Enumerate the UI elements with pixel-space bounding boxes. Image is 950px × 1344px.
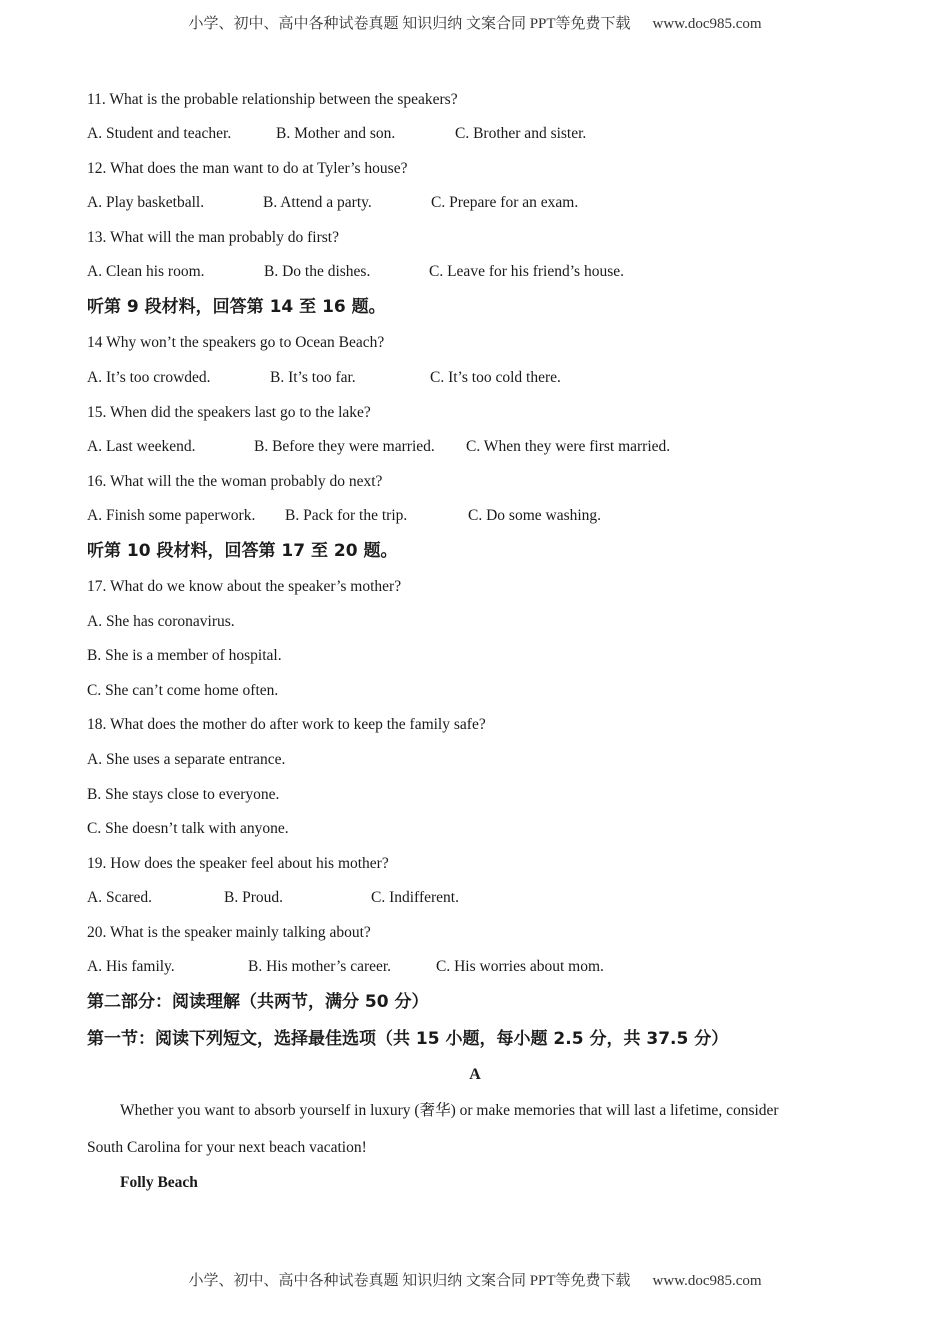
question-13: 13. What will the man probably do first? bbox=[87, 229, 339, 246]
option-15-c: C. When they were first married. bbox=[466, 438, 671, 455]
option-20-b: B. His mother’s career. bbox=[248, 958, 392, 975]
footer-text: 小学、初中、高中各种试卷真题 知识归纳 文案合同 PPT等免费下载 bbox=[188, 1273, 631, 1289]
option-15-b: B. Before they were married. bbox=[254, 438, 435, 455]
header-site-link[interactable]: www.doc985.com bbox=[652, 16, 762, 32]
option-17-c: C. She can’t come home often. bbox=[87, 682, 279, 699]
option-16-b: B. Pack for the trip. bbox=[285, 507, 408, 524]
option-18-a: A. She uses a separate entrance. bbox=[87, 751, 286, 768]
question-12: 12. What does the man want to do at Tyler’s house? bbox=[87, 160, 408, 177]
section-heading-9: 听第 9 段材料，回答第 14 至 16 题。 bbox=[87, 297, 386, 317]
option-12-c: C. Prepare for an exam. bbox=[431, 194, 579, 211]
option-18-c: C. She doesn’t talk with anyone. bbox=[87, 820, 289, 837]
question-19: 19. How does the speaker feel about his mother? bbox=[87, 855, 389, 872]
question-18: 18. What does the mother do after work to keep the family safe? bbox=[87, 716, 486, 733]
option-14-c: C. It’s too cold there. bbox=[430, 369, 561, 386]
question-16: 16. What will the the woman probably do next? bbox=[87, 473, 383, 490]
option-19-b: B. Proud. bbox=[224, 889, 283, 906]
question-14: 14 Why won’t the speakers go to Ocean Beach? bbox=[87, 334, 385, 351]
section-heading-10: 听第 10 段材料，回答第 17 至 20 题。 bbox=[87, 541, 398, 561]
passage-subtitle: Folly Beach bbox=[120, 1174, 198, 1191]
option-17-b: B. She is a member of hospital. bbox=[87, 647, 282, 664]
option-19-c: C. Indifferent. bbox=[371, 889, 459, 906]
options-12 bbox=[87, 193, 578, 213]
passage-line-2: South Carolina for your next beach vacation! bbox=[87, 1139, 367, 1156]
option-13-a: A. Clean his room. bbox=[87, 263, 205, 280]
option-13-c: C. Leave for his friend’s house. bbox=[429, 263, 624, 280]
option-12-b: B. Attend a party. bbox=[263, 194, 372, 211]
part-two-heading: 第二部分：阅读理解（共两节，满分 50 分） bbox=[87, 992, 429, 1012]
passage-letter: A bbox=[469, 1066, 481, 1083]
page-header bbox=[0, 12, 950, 33]
header-text: 小学、初中、高中各种试卷真题 知识归纳 文案合同 PPT等免费下载 bbox=[188, 16, 631, 32]
option-20-a: A. His family. bbox=[87, 958, 175, 975]
question-20: 20. What is the speaker mainly talking about? bbox=[87, 924, 371, 941]
question-17: 17. What do we know about the speaker’s mother? bbox=[87, 578, 402, 595]
option-14-a: A. It’s too crowded. bbox=[87, 369, 211, 386]
options-20 bbox=[87, 957, 604, 977]
option-11-b: B. Mother and son. bbox=[276, 125, 396, 142]
option-13-b: B. Do the dishes. bbox=[264, 263, 371, 280]
question-11: 11. What is the probable relationship between the speakers? bbox=[87, 91, 458, 108]
options-16 bbox=[87, 506, 601, 526]
option-15-a: A. Last weekend. bbox=[87, 438, 196, 455]
option-20-c: C. His worries about mom. bbox=[436, 958, 604, 975]
option-11-a: A. Student and teacher. bbox=[87, 125, 232, 142]
section-one-heading: 第一节：阅读下列短文，选择最佳选项（共 15 小题，每小题 2.5 分，共 37.5 分） bbox=[87, 1029, 729, 1049]
option-16-c: C. Do some washing. bbox=[468, 507, 602, 524]
footer-site-link[interactable]: www.doc985.com bbox=[652, 1273, 762, 1289]
options-19 bbox=[87, 888, 459, 908]
option-11-c: C. Brother and sister. bbox=[455, 125, 587, 142]
passage-line-1: Whether you want to absorb yourself in luxury (奢华) or make memories that will last a lifetime, consider bbox=[120, 1102, 779, 1119]
option-14-b: B. It’s too far. bbox=[270, 369, 356, 386]
question-15: 15. When did the speakers last go to the lake? bbox=[87, 404, 371, 421]
option-16-a: A. Finish some paperwork. bbox=[87, 507, 256, 524]
option-17-a: A. She has coronavirus. bbox=[87, 613, 235, 630]
options-11 bbox=[87, 124, 586, 144]
options-14 bbox=[87, 368, 561, 388]
option-12-a: A. Play basketball. bbox=[87, 194, 205, 211]
options-15 bbox=[87, 437, 670, 457]
option-18-b: B. She stays close to everyone. bbox=[87, 786, 280, 803]
option-19-a: A. Scared. bbox=[87, 889, 152, 906]
options-13 bbox=[87, 262, 624, 282]
page-footer bbox=[0, 1269, 950, 1290]
